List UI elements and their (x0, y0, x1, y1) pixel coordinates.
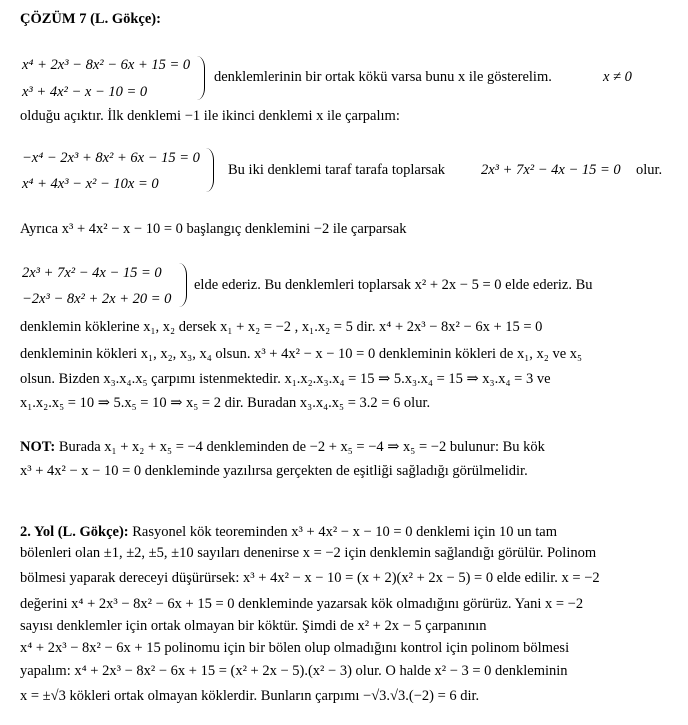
paragraph-3-line-4: x₁.x₂.x₅ = 10 ⇒ 5.x₅ = 10 ⇒ x₅ = 2 dir. Buradan x₃.x₄.x₅ = 3.2 = 6 olur. (20, 395, 431, 411)
system2-eq1: −x⁴ − 2x³ + 8x² + 6x − 15 = 0 (22, 150, 200, 166)
method2-line-5: sayısı denklemler için ortak olmayan bir köktür. Şimdi de x² + 2x − 5 çarpanının (20, 618, 487, 634)
system3-eq2: −2x³ − 8x² + 2x + 20 = 0 (22, 291, 172, 307)
system2-note: Bu iki denklemi taraf tarafa toplarsak (228, 162, 446, 178)
method2-line-4: değerini x⁴ + 2x³ − 8x² − 6x + 15 = 0 denkleminde yazarsak kök olmadığını görürüz. Yani x = −2 (20, 596, 584, 612)
paragraph-2: Ayrıca x³ + 4x² − x − 10 = 0 başlangıç denklemini −2 ile çarparsak (20, 221, 407, 237)
solution-title: ÇÖZÜM 7 (L. Gökçe): (20, 11, 161, 27)
system2-brace (205, 148, 214, 192)
system2-eq2: x⁴ + 4x³ − x² − 10x = 0 (22, 176, 159, 192)
method2-line-7: yapalım: x⁴ + 2x³ − 8x² − 6x + 15 = (x² + 2x − 5).(x² − 3) olur. O halde x² − 3 = 0 denkleminin (20, 663, 568, 679)
method2-label: 2. Yol (L. Gökçe): (20, 524, 129, 540)
note-line-2: x³ + 4x² − x − 10 = 0 denkleminde yazılırsa gerçekten de eşitliği sağladığı görülmelidir. (20, 463, 528, 479)
system3-brace (178, 263, 187, 307)
paragraph-3-line-2: denkleminin kökleri x₁, x₂, x₃, x₄ olsun. x³ + 4x² − x − 10 = 0 denkleminin kökleri de x₁, x₂ ve x₅ (20, 346, 583, 362)
system1-eq2: x³ + 4x² − x − 10 = 0 (22, 84, 148, 100)
method2-line-1: 2. Yol (L. Gökçe): Rasyonel kök teoreminden x³ + 4x² − x − 10 = 0 denklemi için 10 un tam (20, 524, 558, 540)
system1-note: denklemlerinin bir ortak kökü varsa bunu x ile gösterelim. (214, 69, 552, 85)
system3-eq1: 2x³ + 7x² − 4x − 15 = 0 (22, 265, 162, 281)
method2-line-8: x = ±√3 kökleri ortak olmayan köklerdir. Bunların çarpımı −√3.√3.(−2) = 6 dir. (20, 688, 480, 704)
method2-line-6: x⁴ + 2x³ − 8x² − 6x + 15 polinomu için bir bölen olup olmadığını kontrol için polinom bölmesi (20, 640, 570, 656)
system3-note: elde ederiz. Bu denklemleri toplarsak x² + 2x − 5 = 0 elde ederiz. Bu (194, 277, 593, 293)
system2-tail: olur. (636, 162, 663, 178)
system2-result: 2x³ + 7x² − 4x − 15 = 0 (481, 162, 621, 178)
system1-eq1: x⁴ + 2x³ − 8x² − 6x + 15 = 0 (22, 57, 191, 73)
method2-line-3: bölmesi yaparak dereceyi düşürürsek: x³ + 4x² − x − 10 = (x + 2)(x² + 2x − 5) = 0 elde edilir. x = −2 (20, 570, 600, 586)
note-label: NOT: (20, 439, 56, 455)
paragraph-3-line-3: olsun. Bizden x₃.x₄.x₅ çarpımı istenmektedir. x₁.x₂.x₃.x₄ = 15 ⇒ 5.x₃.x₄ = 15 ⇒ x₃.x₄ = 3 ve (20, 371, 551, 387)
paragraph-3-line-1: denklemin köklerine x₁, x₂ dersek x₁ + x₂ = −2 , x₁.x₂ = 5 dir. x⁴ + 2x³ − 8x² − 6x + 15 = 0 (20, 319, 543, 335)
system1-condition: x ≠ 0 (603, 69, 632, 85)
note-line-1: NOT: Burada x₁ + x₂ + x₅ = −4 denkleminden de −2 + x₅ = −4 ⇒ x₅ = −2 bulunur: Bu kök (20, 439, 545, 455)
method2-line-2: bölenleri olan ±1, ±2, ±5, ±10 sayıları denenirse x = −2 için denklemin sağlandığı görülür. Polinom (20, 545, 597, 561)
system1-brace (196, 56, 205, 100)
paragraph-1: olduğu açıktır. İlk denklemi −1 ile ikinci denklemi x ile çarpalım: (20, 108, 400, 124)
